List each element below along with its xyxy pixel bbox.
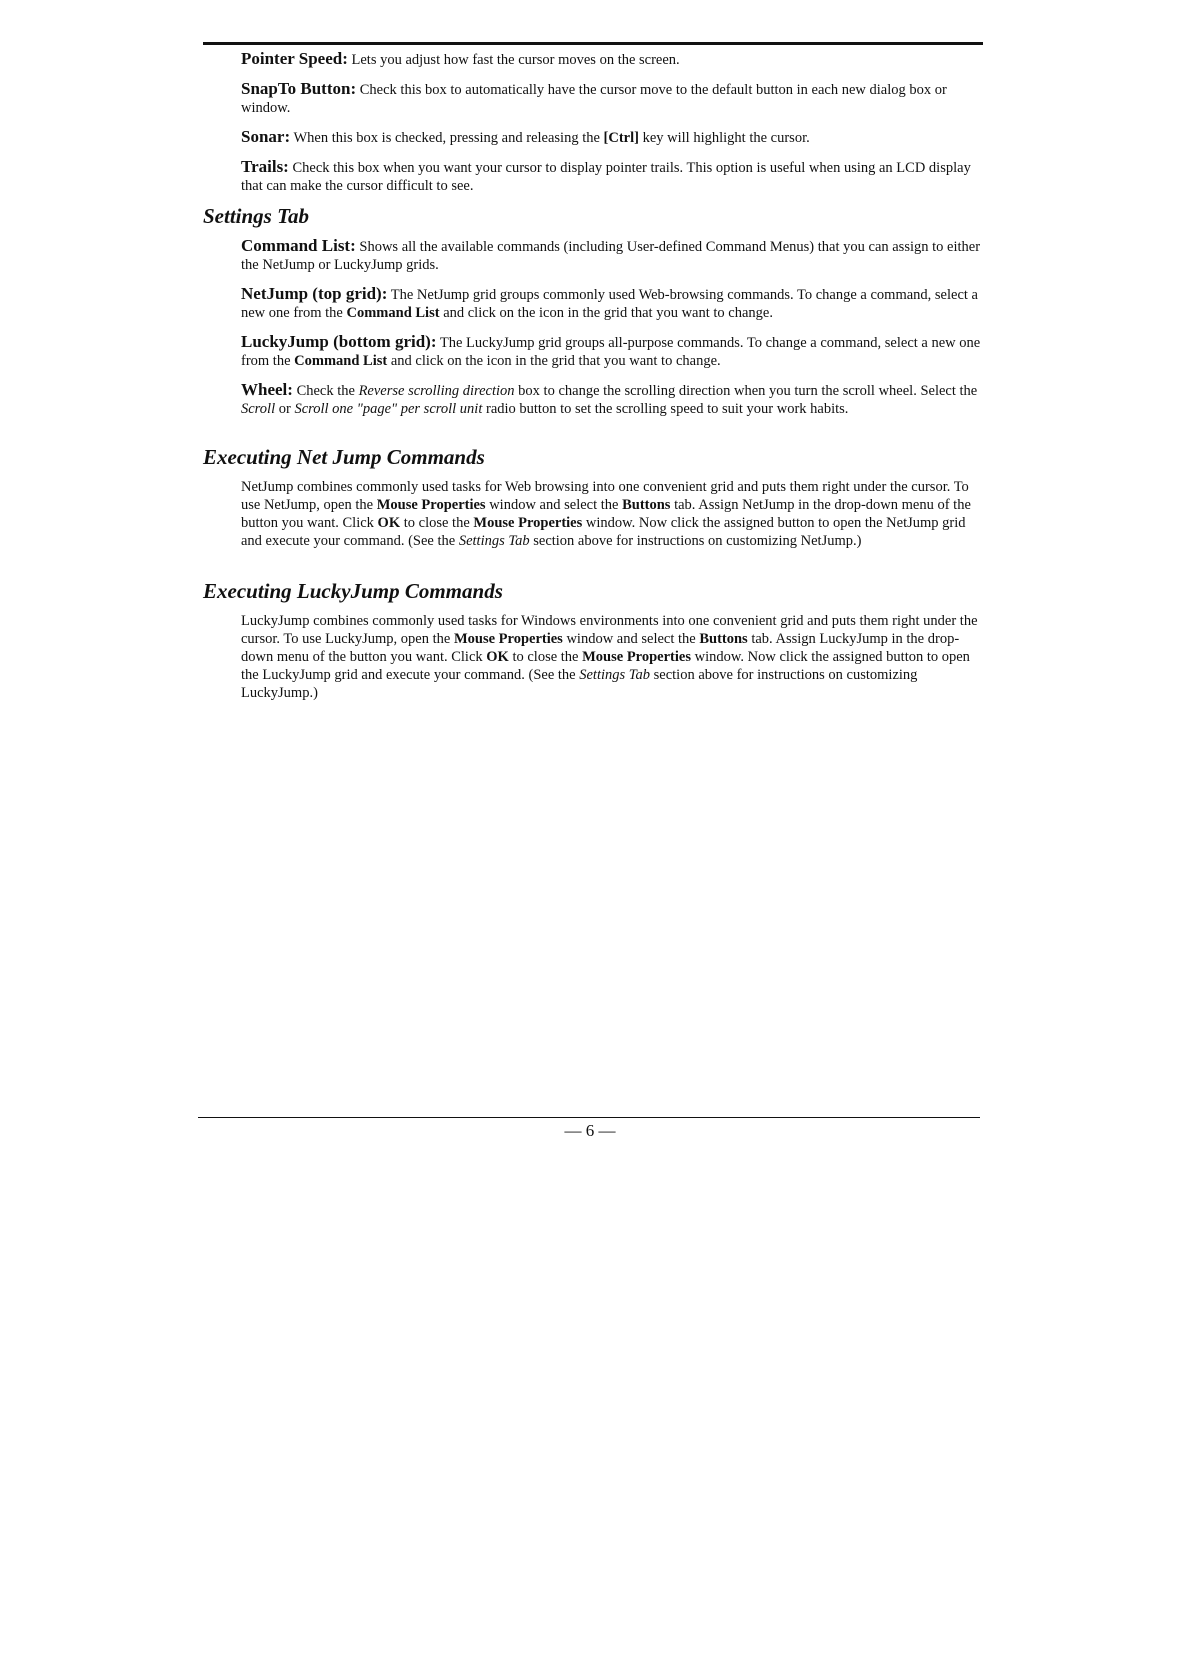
definition-text: Check this box when you want your cursor to display pointer trails. This option is useful when using an LCD display that can make the cursor difficult to see. <box>241 160 971 194</box>
bold-reference: Mouse Properties <box>582 649 691 665</box>
key-name: [Ctrl] <box>603 130 639 146</box>
bold-reference: OK <box>486 649 509 665</box>
luckyjump-paragraph <box>241 612 983 702</box>
top-rule <box>203 42 983 45</box>
definition-text: box to change the scrolling direction when you turn the scroll wheel. Select the <box>514 383 978 399</box>
definition-term: Sonar: <box>241 127 291 146</box>
italic-reference: Reverse scrolling direction <box>358 383 515 399</box>
bold-reference: Mouse Properties <box>453 631 563 647</box>
bold-reference: OK <box>377 515 401 531</box>
paragraph-text: to close the <box>508 649 583 665</box>
definition-text: Check the <box>292 383 359 399</box>
paragraph-text: tab. Assign LuckyJump in the drop-down menu of the button you want. Click <box>241 631 960 665</box>
definition-luckyjump-grid <box>241 333 983 370</box>
section-heading-settings-tab: Settings Tab <box>203 204 310 228</box>
italic-reference: Settings Tab <box>458 533 530 549</box>
page-number: — 6 — <box>564 1121 616 1140</box>
definition-term: SnapTo Button: <box>241 79 357 98</box>
bold-reference: Mouse Properties <box>376 497 486 513</box>
section-heading-luckyjump: Executing LuckyJump Commands <box>203 579 503 603</box>
definition-command-list <box>241 237 983 274</box>
definition-text: and click on the icon in the grid that you want to change. <box>439 305 773 321</box>
definition-pointer-speed <box>241 50 983 69</box>
definition-term: NetJump (top grid): <box>241 284 388 303</box>
bold-reference: Mouse Properties <box>473 515 583 531</box>
bold-reference: Buttons <box>622 497 671 513</box>
bold-reference: Command List <box>346 305 440 321</box>
definition-wheel <box>241 381 983 418</box>
definition-text: When this box is checked, pressing and releasing the <box>290 130 604 146</box>
definition-text: The LuckyJump grid groups all-purpose commands. To change a command, select a new one from the <box>241 335 981 369</box>
paragraph-text: LuckyJump combines commonly used tasks for Windows environments into one convenient grid and puts them right under the cursor. To use LuckyJump, open the <box>241 613 978 647</box>
paragraph-text: window. Now click the assigned button to open the LuckyJump grid and execute your command. (See the <box>241 649 970 683</box>
paragraph-text: NetJump combines commonly used tasks for Web browsing into one convenient grid and puts them right under the cursor. To use NetJump, open the <box>241 479 969 513</box>
italic-reference: Settings Tab <box>579 667 651 683</box>
paragraph-text: section above for instructions on customizing NetJump.) <box>529 533 862 549</box>
definition-snapto-button <box>241 80 983 117</box>
definition-term: LuckyJump (bottom grid): <box>241 332 437 351</box>
paragraph-text: window and select the <box>562 631 700 647</box>
definition-term: Wheel: <box>241 380 293 399</box>
definition-trails <box>241 158 983 195</box>
paragraph-text: section above for instructions on customizing LuckyJump.) <box>241 667 918 701</box>
definition-term: Pointer Speed: <box>241 49 348 68</box>
definition-sonar <box>241 128 983 147</box>
bold-reference: Command List <box>294 353 388 369</box>
italic-reference: Scroll <box>241 401 276 417</box>
netjump-paragraph <box>241 478 983 550</box>
paragraph-text: to close the <box>400 515 474 531</box>
definition-text: radio button to set the scrolling speed to suit your work habits. <box>482 401 849 417</box>
definition-term: Command List: <box>241 236 356 255</box>
definition-text: and click on the icon in the grid that you want to change. <box>387 353 721 369</box>
definition-text: or <box>275 401 295 417</box>
section-heading-netjump: Executing Net Jump Commands <box>203 445 485 469</box>
definition-term: Trails: <box>241 157 289 176</box>
definition-text: Check this box to automatically have the cursor move to the default button in each new dialog box or window. <box>241 82 947 116</box>
paragraph-text: window and select the <box>485 497 623 513</box>
paragraph-text: window. Now click the assigned button to open the NetJump grid and execute your command. (See the <box>241 515 966 549</box>
definition-netjump-grid <box>241 285 983 322</box>
definition-text: Shows all the available commands (including User-defined Command Menus) that you can assign to either the NetJump or LuckyJump grids. <box>241 239 981 273</box>
bottom-rule <box>198 1117 980 1118</box>
paragraph-text: tab. Assign NetJump in the drop-down menu of the button you want. Click <box>241 497 971 531</box>
definition-text: Lets you adjust how fast the cursor moves on the screen. <box>347 52 680 68</box>
bold-reference: Buttons <box>699 631 748 647</box>
italic-reference: Scroll one "page" per scroll unit <box>294 401 483 417</box>
definition-text: The NetJump grid groups commonly used Web-browsing commands. To change a command, select a new one from the <box>241 287 978 321</box>
page-content <box>203 50 983 702</box>
definition-text: key will highlight the cursor. <box>638 130 810 146</box>
